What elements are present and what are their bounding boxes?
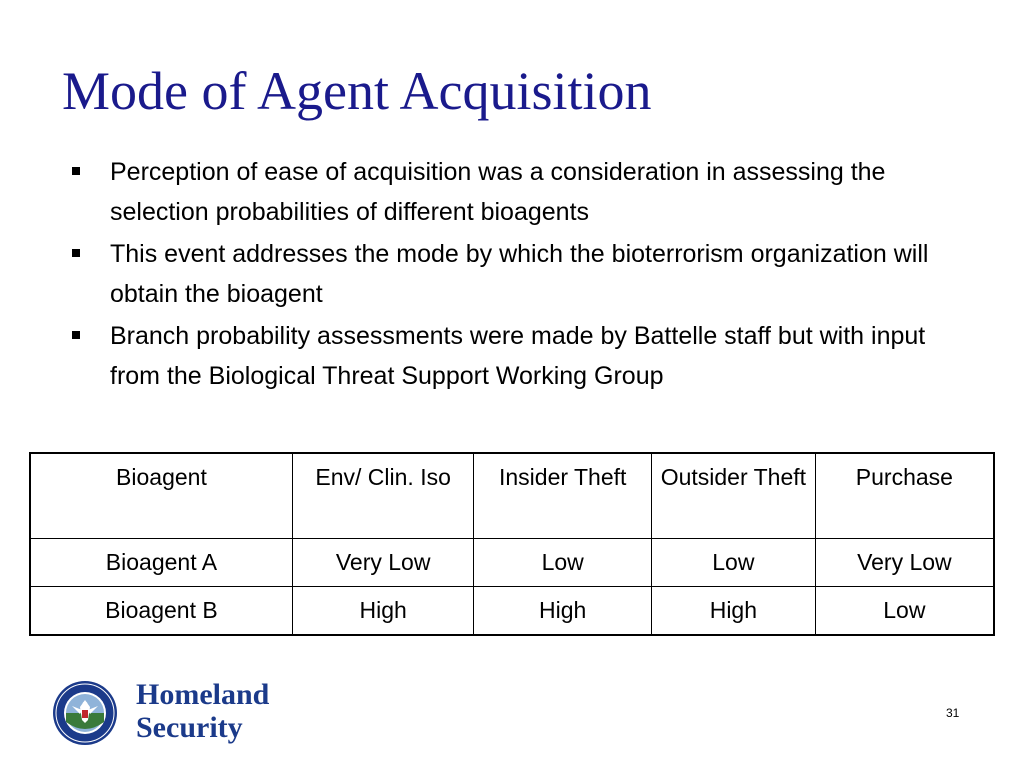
square-bullet-icon bbox=[72, 331, 80, 339]
header-purchase: Purchase bbox=[815, 453, 994, 539]
table-row bbox=[30, 587, 994, 636]
header-env-clin-iso: Env/ Clin. Iso bbox=[292, 453, 474, 539]
table-cell: Bioagent B bbox=[30, 587, 292, 636]
acquisition-table bbox=[29, 452, 995, 636]
table-cell: Low bbox=[474, 539, 652, 587]
table-cell: Very Low bbox=[815, 539, 994, 587]
bullet-item bbox=[70, 152, 950, 232]
homeland-security-wordmark bbox=[136, 678, 269, 744]
bullet-text: Branch probability assessments were made by Battelle staff but with input from the Biological Threat Support Working Group bbox=[110, 322, 926, 390]
brand-line-2: Security bbox=[136, 711, 243, 744]
brand-line-1: Homeland bbox=[136, 678, 270, 711]
table-cell: Low bbox=[815, 587, 994, 636]
bullet-list bbox=[70, 152, 950, 398]
table-cell: High bbox=[292, 587, 474, 636]
header-bioagent: Bioagent bbox=[30, 453, 292, 539]
bullet-item bbox=[70, 234, 950, 314]
table-header-row bbox=[30, 453, 994, 539]
table-cell: Bioagent A bbox=[30, 539, 292, 587]
header-outsider-theft: Outsider Theft bbox=[652, 453, 816, 539]
square-bullet-icon bbox=[72, 167, 80, 175]
bullet-text: This event addresses the mode by which the bioterrorism organization will obtain the bioagent bbox=[110, 240, 929, 308]
table-cell: High bbox=[652, 587, 816, 636]
table-row bbox=[30, 539, 994, 587]
dhs-seal-icon bbox=[52, 680, 118, 746]
table-cell: Low bbox=[652, 539, 816, 587]
table-cell: Very Low bbox=[292, 539, 474, 587]
bullet-text: Perception of ease of acquisition was a consideration in assessing the selection probabilities of different bioagents bbox=[110, 158, 886, 226]
square-bullet-icon bbox=[72, 249, 80, 257]
header-insider-theft: Insider Theft bbox=[474, 453, 652, 539]
bullet-item bbox=[70, 316, 950, 396]
slide-title: Mode of Agent Acquisition bbox=[62, 61, 652, 121]
page-number: 31 bbox=[946, 706, 960, 720]
table-cell: High bbox=[474, 587, 652, 636]
